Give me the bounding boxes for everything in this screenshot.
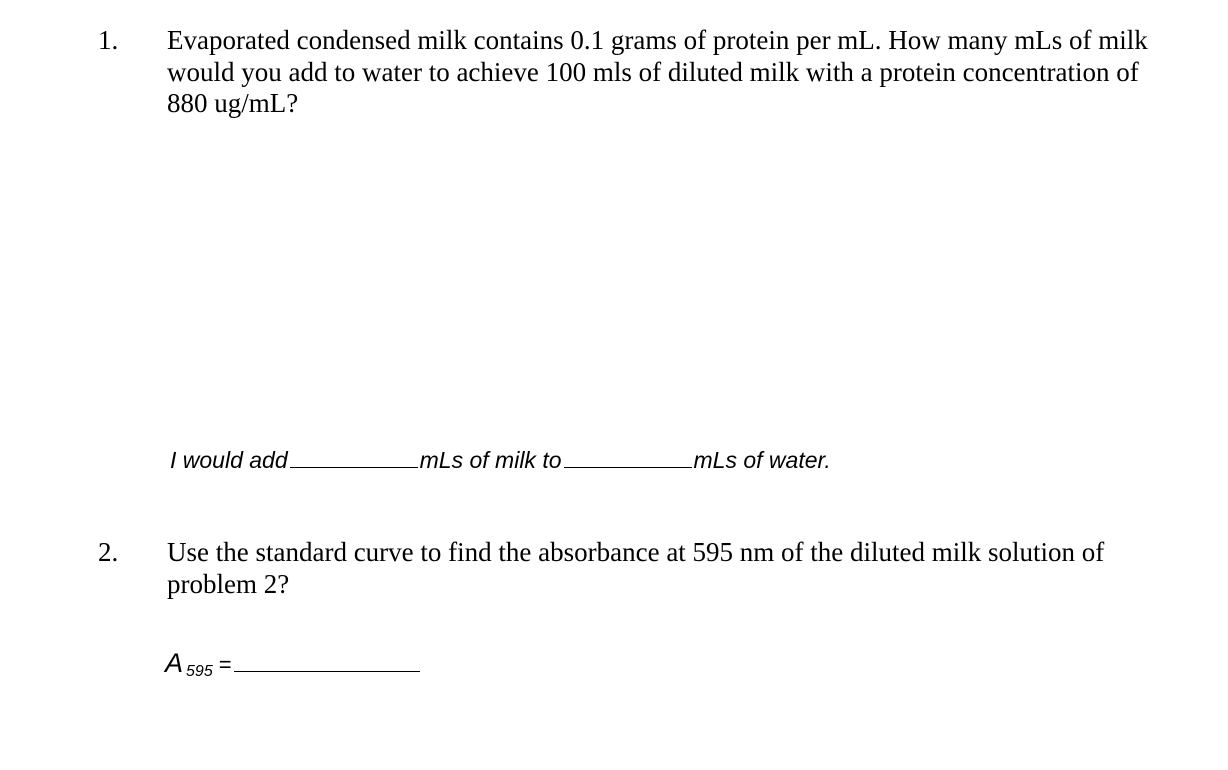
absorbance-symbol: A <box>165 648 184 678</box>
question-1-number: 1. <box>98 25 119 55</box>
question-2-text: Use the standard curve to find the absorbance at 595 nm of the diluted milk solution of problem 2? <box>167 537 1105 599</box>
absorbance-blank[interactable] <box>234 651 420 672</box>
answer-1-suffix: mLs of water. <box>693 447 831 473</box>
question-2-answer-line <box>165 648 422 679</box>
answer-1-middle: mLs of milk to <box>419 447 562 473</box>
question-2-number: 2. <box>98 537 119 567</box>
answer-1-prefix: I would add <box>170 447 288 473</box>
question-1-answer-line <box>170 447 831 474</box>
milk-ml-blank[interactable] <box>290 447 418 468</box>
absorbance-subscript: 595 <box>186 663 213 680</box>
question-1-text: Evaporated condensed milk contains 0.1 grams of protein per mL. How many mLs of milk would you add to water to achieve 100 mls of diluted milk with a protein concentration of 880 ug/mL? <box>167 25 1148 118</box>
water-ml-blank[interactable] <box>564 447 692 468</box>
equals-sign: = <box>218 652 232 677</box>
